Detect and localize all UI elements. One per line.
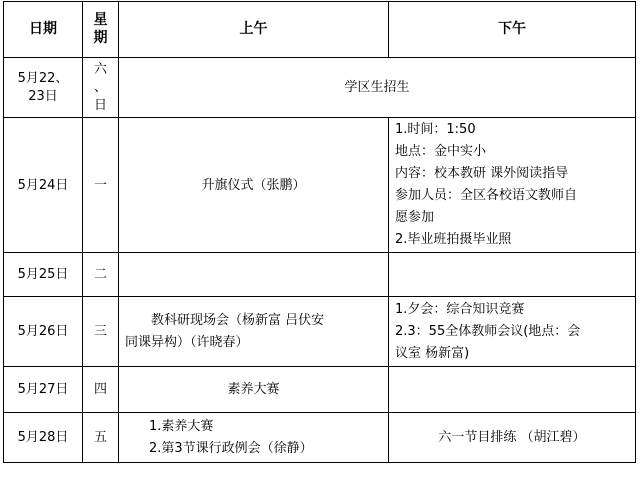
header-date: 日期 — [4, 2, 83, 58]
row-date: 5月27日 — [4, 367, 83, 413]
row-weekday-2: 、 — [93, 79, 107, 95]
table-row — [4, 413, 636, 463]
afternoon-line: 议室 杨新富) — [395, 345, 470, 361]
header-row — [4, 2, 636, 58]
row-afternoon: 六一节目排练 （胡江碧） — [389, 413, 636, 463]
afternoon-line: 内容：校本教研 课外阅读指导 — [395, 166, 569, 181]
row-morning: 升旗仪式（张鹏） — [119, 118, 389, 253]
row-weekday: 五 — [83, 413, 119, 463]
afternoon-line: 愿参加 — [395, 210, 435, 225]
afternoon-line: 2.3：55全体教师会议(地点：会 — [395, 323, 581, 339]
row-date — [4, 58, 83, 118]
row-date-line-2: 23日 — [28, 88, 58, 104]
row-merged-event: 学区生招生 — [119, 58, 636, 118]
row-weekday: 一 — [83, 118, 119, 253]
afternoon-line: 2.毕业班拍摄毕业照 — [395, 232, 512, 247]
header-weekday — [83, 2, 119, 58]
row-weekday-1: 六 — [93, 61, 107, 77]
header-weekday-2: 期 — [93, 30, 108, 46]
row-afternoon — [389, 253, 636, 297]
row-date: 5月24日 — [4, 118, 83, 253]
row-morning — [119, 253, 389, 297]
table-row — [4, 297, 636, 367]
row-date: 5月28日 — [4, 413, 83, 463]
row-morning: 素养大赛 — [119, 367, 389, 413]
row-weekday — [83, 58, 119, 118]
row-date-line-1: 5月22、 — [17, 70, 69, 86]
row-weekday: 二 — [83, 253, 119, 297]
row-afternoon — [389, 118, 636, 253]
header-afternoon: 下午 — [389, 2, 636, 58]
schedule-table — [3, 1, 636, 463]
row-date: 5月25日 — [4, 253, 83, 297]
row-afternoon — [389, 297, 636, 367]
afternoon-line: 参加人员：全区各校语文教师自 — [395, 188, 578, 203]
header-weekday-1: 星 — [93, 12, 108, 28]
row-morning — [119, 413, 389, 463]
afternoon-line: 地点：金中实小 — [395, 144, 487, 159]
table-row — [4, 58, 636, 118]
row-weekday-3: 日 — [93, 97, 107, 113]
morning-line: 同课异构）（许晓春） — [125, 334, 249, 350]
afternoon-line: 1.时间：1:50 — [395, 122, 476, 137]
afternoon-line: 1.夕会：综合知识竞赛 — [395, 301, 525, 317]
row-afternoon — [389, 367, 636, 413]
row-date: 5月26日 — [4, 297, 83, 367]
row-weekday: 三 — [83, 297, 119, 367]
row-weekday: 四 — [83, 367, 119, 413]
morning-line: 2.第3节课行政例会（徐静） — [149, 440, 313, 456]
morning-line: 1.素养大赛 — [149, 418, 214, 434]
header-morning: 上午 — [119, 2, 389, 58]
table-row — [4, 253, 636, 297]
row-morning — [119, 297, 389, 367]
table-row — [4, 367, 636, 413]
table-row — [4, 118, 636, 253]
morning-line: 教科研现场会（杨新富 吕伏安 — [151, 312, 325, 328]
